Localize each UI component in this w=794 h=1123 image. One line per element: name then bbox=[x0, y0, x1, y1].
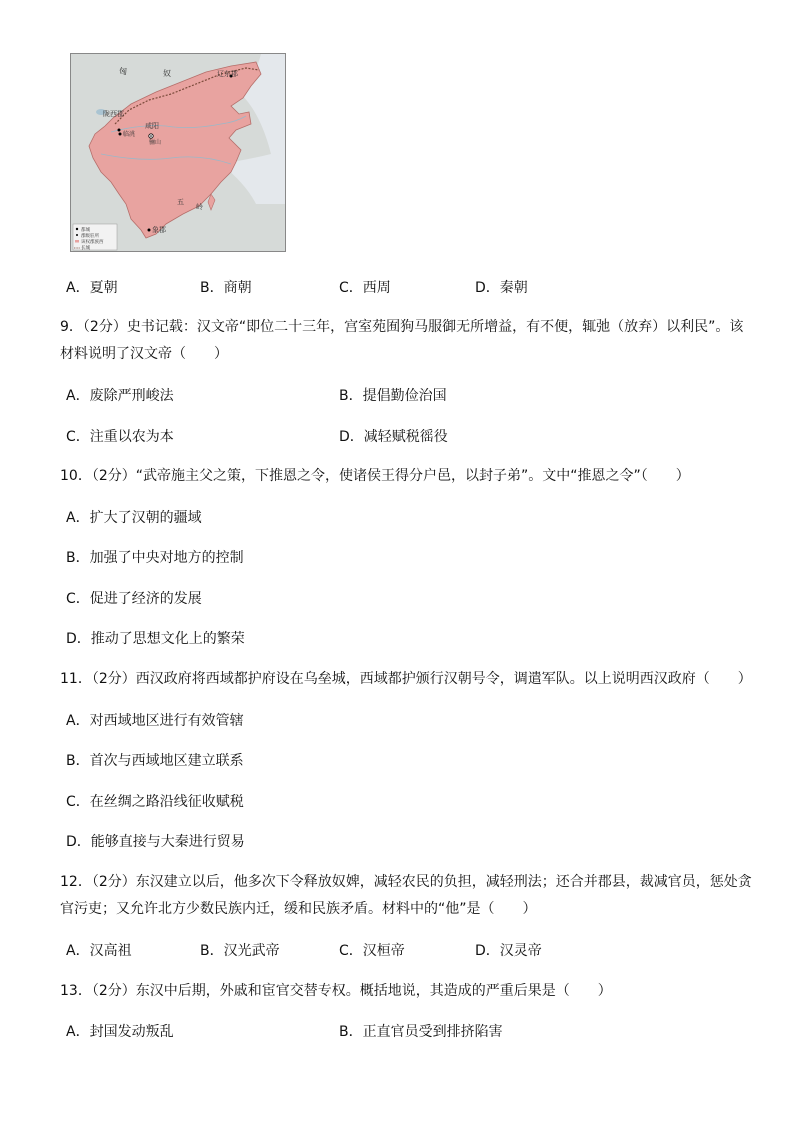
q12-stem-line-1: 12．（2分）东汉建立以后，他多次下令释放奴婢，减轻农民的负担，减轻刑法；还合并郡县，裁减官员，惩处贪 bbox=[60, 874, 752, 890]
legend-item-territory: 该权郡族西 bbox=[81, 240, 104, 245]
q10-stem: 10．（2分）“武帝施主父之策，下推恩之令，使诸侯王得分户邑，以封子弟”。文中“推恩之令”（ ） bbox=[60, 468, 690, 484]
q9-stem-line-1: 9．（2分）史书记载：汉文帝“即位二十三年，宫室苑囿狗马服御无所增益，有不便，辄弛（放弃）以利民”。该 bbox=[60, 319, 744, 335]
label-liaodong: 辽东郡 bbox=[217, 70, 238, 78]
q11-option-b: B．首次与西域地区建立联系 bbox=[66, 753, 244, 769]
q11-option-d: D．能够直接与大秦进行贸易 bbox=[66, 834, 245, 850]
q10-option-c: C．促进了经济的发展 bbox=[66, 591, 202, 607]
label-xiang: 象郡 bbox=[152, 226, 166, 234]
q10-option-d: D．推动了思想文化上的繁荣 bbox=[66, 631, 245, 647]
label-lintao: 临洮 bbox=[123, 131, 136, 138]
q12-option-d: D．汉灵帝 bbox=[475, 943, 542, 959]
label-xiongnu-1: 匈 bbox=[119, 67, 127, 76]
q9-stem-line-2: 材料说明了汉文帝（ ） bbox=[60, 346, 228, 362]
label-lishan: 骊山 bbox=[149, 139, 162, 146]
q8-option-c: C．西周 bbox=[339, 280, 391, 296]
label-longxi: 陇西郡 bbox=[103, 110, 124, 118]
q10-option-b: B．加强了中央对地方的控制 bbox=[66, 550, 244, 566]
map-graphic bbox=[71, 54, 285, 251]
q11-option-c: C．在丝绸之路沿线征收赋税 bbox=[66, 794, 244, 810]
q12-option-a: A．汉高祖 bbox=[66, 943, 132, 959]
label-ling: 岭 bbox=[196, 203, 203, 211]
legend-item-great-wall: 长城 bbox=[81, 246, 90, 251]
label-xianyang: 咸阳 bbox=[145, 122, 159, 130]
label-xiongnu-2: 奴 bbox=[163, 69, 171, 78]
q13-option-b: B．正直官员受到排挤陷害 bbox=[339, 1024, 503, 1040]
q13-stem: 13．（2分）东汉中后期，外戚和宦官交替专权。概括地说，其造成的严重后果是（ ） bbox=[60, 983, 612, 999]
q11-stem: 11．（2分）西汉政府将西域都护府设在乌垒城，西域都护颁行汉朝号令，调遣军队。以上说明西汉政府（ ） bbox=[60, 671, 752, 687]
q9-option-a: A．废除严刑峻法 bbox=[66, 388, 174, 404]
q8-option-b: B．商朝 bbox=[200, 280, 252, 296]
q10-option-a: A．扩大了汉朝的疆域 bbox=[66, 510, 202, 526]
q8-option-a: A．夏朝 bbox=[66, 280, 118, 296]
q12-option-c: C．汉桓帝 bbox=[339, 943, 405, 959]
legend-item-capital: 都城 bbox=[81, 228, 90, 233]
q9-option-c: C．注重以农为本 bbox=[66, 429, 174, 445]
qin-dynasty-map bbox=[70, 53, 286, 252]
legend-item-commandery: 郡级驻所 bbox=[81, 234, 99, 239]
q8-option-d: D．秦朝 bbox=[475, 280, 528, 296]
q9-option-d: D．减轻赋税徭役 bbox=[339, 429, 448, 445]
q13-option-a: A．封国发动叛乱 bbox=[66, 1024, 174, 1040]
q12-option-b: B．汉光武帝 bbox=[200, 943, 280, 959]
q12-stem-line-2: 官污吏；又允许北方少数民族内迁，缓和民族矛盾。材料中的“他”是（ ） bbox=[60, 901, 537, 917]
label-wu: 五 bbox=[177, 198, 184, 206]
q11-option-a: A．对西域地区进行有效管辖 bbox=[66, 713, 244, 729]
q9-option-b: B．提倡勤俭治国 bbox=[339, 388, 447, 404]
